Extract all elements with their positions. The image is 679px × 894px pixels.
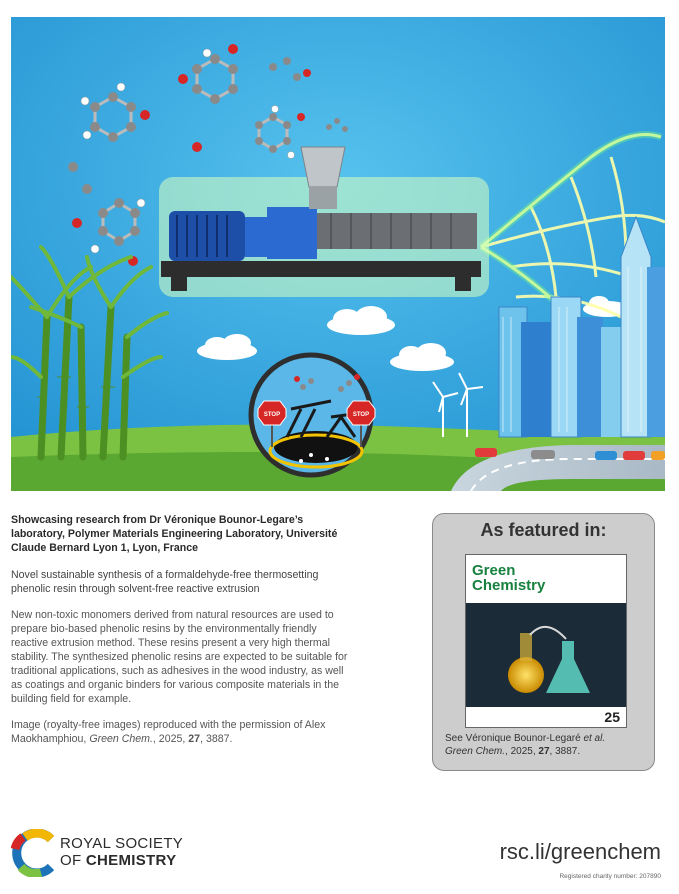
stop-sign-text-right: STOP — [352, 412, 370, 418]
cite-journal: Green Chem. — [445, 746, 506, 757]
cite-year: , 2025, — [505, 746, 539, 757]
cover-title-line2: Chemistry — [472, 577, 546, 594]
credit-prefix: Image (royalty-free images) reproduced with the permission of Alex Maokhamphiou, — [11, 718, 326, 745]
featured-citation — [445, 732, 650, 758]
cover-flask-illustration — [466, 555, 626, 727]
cover-footer — [466, 707, 626, 727]
research-heading: Showcasing research from Dr Véronique Bounor-Legare’s laboratory, Polymer Materials Engineering Laboratory, Université Claude Bernard Lyon 1, Lyon, France — [11, 514, 338, 555]
featured-title: As featured in: — [480, 520, 607, 540]
rsc-wordmark — [60, 835, 183, 869]
featured-in-box — [432, 513, 655, 771]
charity-number: Registered charity number: 207890 — [559, 873, 661, 880]
cover-title-line1: Green — [472, 562, 516, 579]
cite-volume: 27 — [538, 746, 550, 757]
org-line1: ROYAL SOCIETY — [60, 835, 184, 852]
credit-year: , 2025, — [152, 732, 189, 745]
credit-pages: , 3887. — [200, 732, 233, 745]
cite-pages: , 3887. — [549, 746, 581, 757]
credit-journal: Green Chem. — [89, 732, 153, 745]
stop-sign-text-left: STOP — [263, 412, 281, 418]
hero-illustration — [11, 17, 665, 491]
article-summary: New non-toxic monomers derived from natural resources are used to prepare bio-based phenolic resins by the environmentally friendly reactive extrusion method. These resins present a very high thermal stability. The synthesized phenolic resins are expected to be suitable for traditional applications, such as adhesives in the wood industry, as well as coatings and organic binders for various composite materials in the building field for example. — [11, 608, 348, 705]
credit-volume: 27 — [188, 732, 201, 745]
rsc-logo-icon — [11, 829, 59, 877]
cite-author: See Véronique Bounor-Legaré — [445, 733, 584, 744]
org-line2-prefix: OF — [60, 852, 86, 869]
cover-issue-number: 25 — [604, 709, 620, 725]
article-title: Novel sustainable synthesis of a formaldehyde-free thermosetting phenolic resin through solvent-free reactive extrusion — [11, 568, 319, 595]
cite-etal: et al. — [583, 733, 606, 744]
article-text — [11, 513, 356, 746]
journal-cover[interactable] — [465, 554, 627, 728]
org-line2-bold: CHEMISTRY — [85, 852, 177, 869]
journal-url-link[interactable]: rsc.li/greenchem — [499, 839, 661, 864]
image-credit — [11, 718, 356, 746]
